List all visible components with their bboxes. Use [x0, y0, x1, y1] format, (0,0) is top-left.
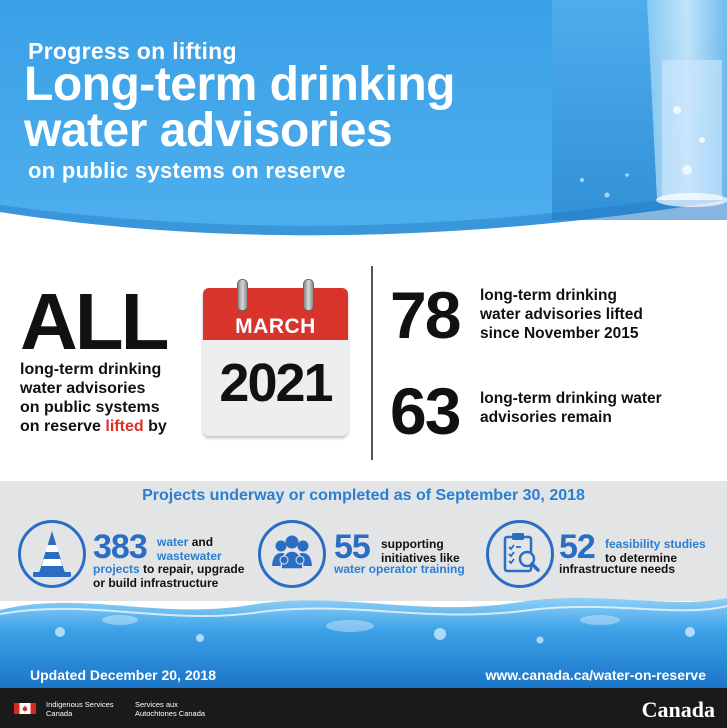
clipboard-magnifier-icon — [489, 523, 551, 585]
canada-flag-icon — [14, 703, 36, 714]
title-line-1: Long-term drinking — [24, 58, 455, 111]
commitment-line-2: water advisories — [20, 380, 146, 397]
header-subtitle: on public systems on reserve — [28, 158, 346, 183]
commitment-line-1: long-term drinking — [20, 361, 162, 378]
project-text-3 — [605, 538, 706, 565]
website-link[interactable]: www.canada.ca/water-on-reserve — [485, 667, 706, 683]
calendar-ring-left — [237, 279, 248, 311]
stat-remain-text — [480, 389, 662, 427]
project-text-1 — [157, 536, 222, 563]
stat-lifted-text — [480, 286, 643, 343]
vertical-divider — [371, 266, 373, 460]
all-headline: ALL — [20, 277, 167, 366]
commitment-line-4 — [20, 417, 205, 436]
project-number-3: 52 — [559, 528, 595, 566]
water-glass-image — [552, 0, 727, 220]
dept-fr-line-2: Autochtones Canada — [135, 709, 206, 718]
project-text-2 — [381, 538, 460, 565]
project-icon-circle-1 — [18, 520, 86, 588]
project-1-water: water — [157, 535, 189, 549]
project-number-2: 55 — [334, 528, 370, 566]
stat-lifted-line-3: since November 2015 — [480, 325, 639, 342]
traffic-cone-icon — [21, 523, 83, 585]
project-text-3b — [559, 563, 675, 577]
calendar-page — [203, 288, 348, 436]
project-2-initiatives: initiatives like — [381, 550, 460, 565]
project-icon-circle-3 — [486, 520, 554, 588]
dept-fr-line-1: Services aux — [135, 700, 178, 709]
dept-en-line-2: Canada — [46, 709, 73, 718]
project-2-supporting: supporting — [381, 537, 444, 551]
stat-remain-line-1: long-term drinking water — [480, 390, 662, 407]
project-1-projects: projects — [93, 562, 140, 576]
stat-lifted-line-1: long-term drinking — [480, 287, 617, 304]
project-3-determine: to determine — [605, 550, 678, 565]
stat-lifted-line-2: water advisories lifted — [480, 306, 643, 323]
calendar-icon — [203, 283, 348, 436]
people-group-icon — [261, 523, 323, 585]
canada-wordmark: Canada — [641, 697, 715, 722]
calendar-ring-right — [303, 279, 314, 311]
commitment-line-4-suffix: by — [148, 418, 167, 435]
title-line-2: water advisories — [24, 104, 393, 157]
stat-lifted-number: 78 — [390, 278, 460, 352]
project-2-training: water operator training — [334, 562, 465, 576]
project-3-feasibility: feasibility studies — [605, 537, 706, 551]
calendar-year: 2021 — [219, 353, 332, 413]
stat-remain-line-2: advisories remain — [480, 409, 612, 426]
header-banner — [0, 0, 727, 250]
project-1-repair: to repair, upgrade — [143, 562, 245, 576]
commitment-line-4-prefix: on reserve — [20, 418, 101, 435]
project-3-needs: infrastructure needs — [559, 562, 676, 576]
header-kicker: Progress on lifting — [28, 38, 237, 64]
commitment-line-3: on public systems — [20, 399, 160, 416]
stat-remain-number: 63 — [390, 374, 460, 448]
department-name-fr — [135, 700, 205, 718]
commitment-text — [20, 360, 205, 436]
dept-en-line-1: Indigenous Services — [46, 700, 114, 709]
updated-date: Updated December 20, 2018 — [30, 667, 216, 683]
project-1-wastewater: wastewater — [157, 548, 222, 563]
project-number-1: 383 — [93, 528, 147, 566]
lifted-highlight: lifted — [105, 418, 144, 435]
projects-title: Projects underway or completed as of September 30, 2018 — [142, 487, 585, 504]
project-icon-circle-2 — [258, 520, 326, 588]
page-title — [24, 58, 455, 157]
project-1-build: or build infrastructure — [93, 575, 219, 590]
calendar-month: MARCH — [235, 315, 316, 338]
project-text-2b — [334, 563, 465, 577]
department-name-en — [46, 700, 114, 718]
project-1-and: and — [191, 535, 214, 549]
